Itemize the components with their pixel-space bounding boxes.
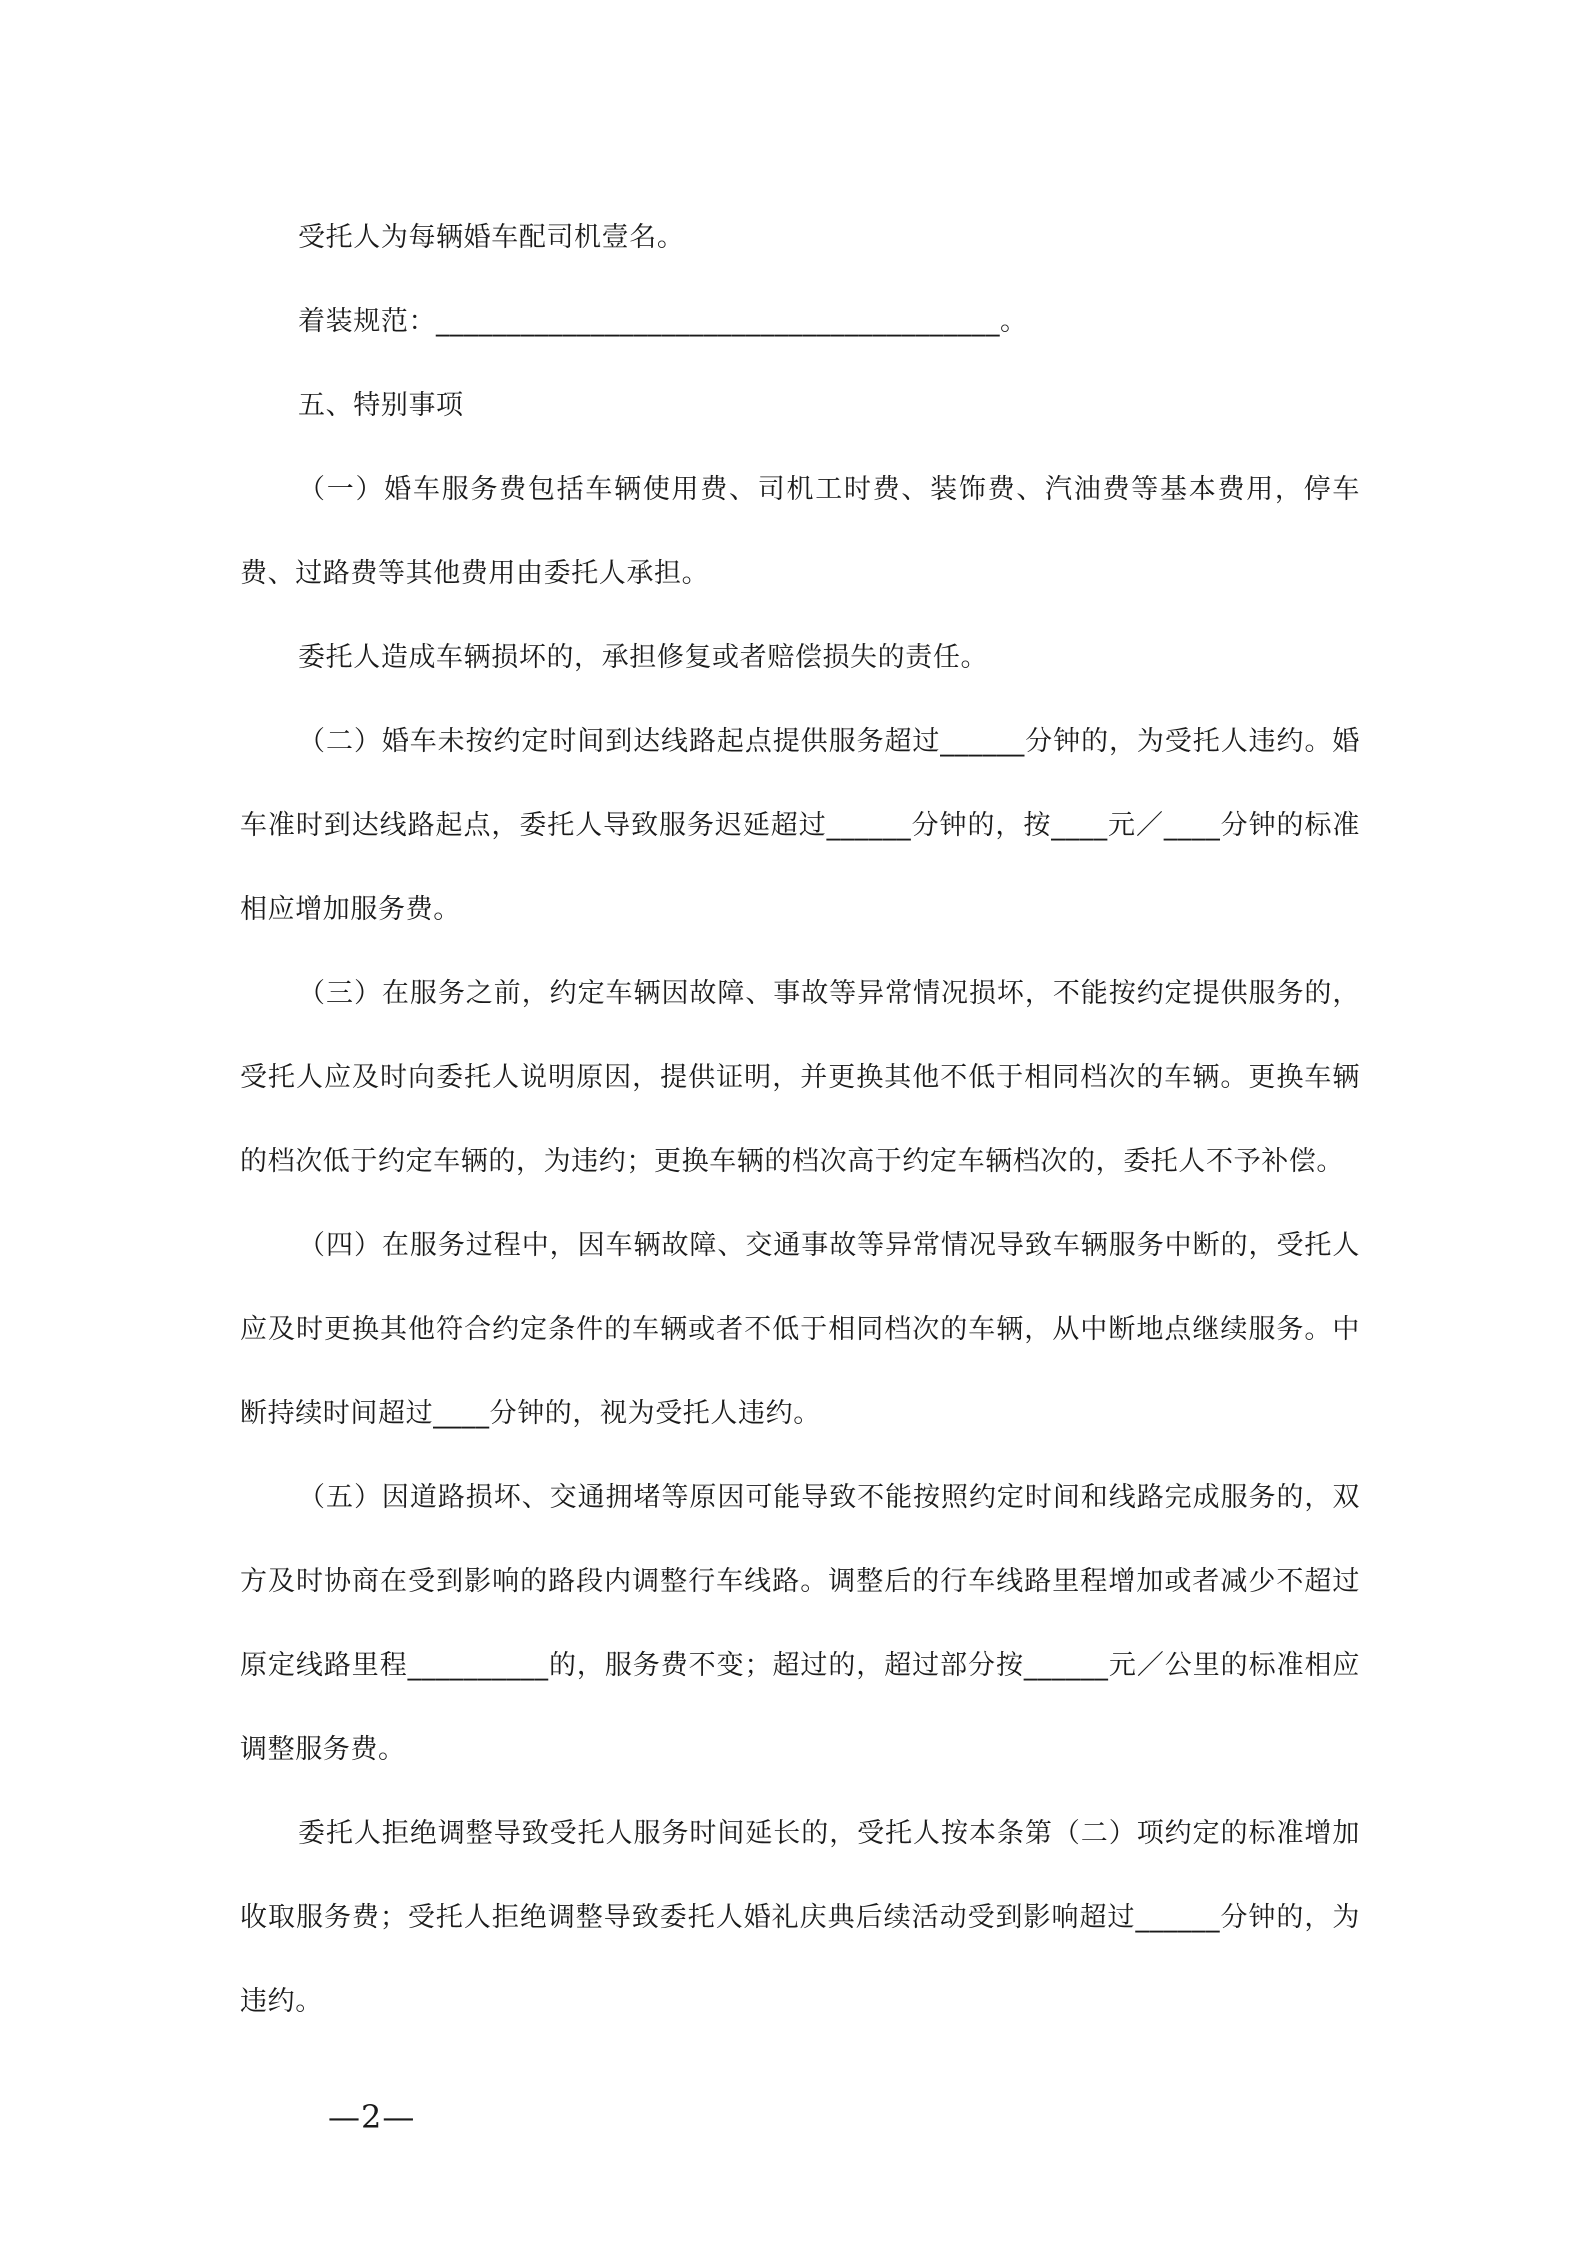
- paragraph-refusal: 委托人拒绝调整导致受托人服务时间延长的，受托人按本条第（二）项约定的标准增加收取服务费；受托人拒绝调整导致委托人婚礼庆典后续活动受到影响超过______分钟的，为违约。: [240, 1818, 1360, 2017]
- paragraph-driver: 受托人为每辆婚车配司机壹名。: [298, 222, 685, 253]
- paragraph-item-2: （二）婚车未按约定时间到达线路起点提供服务超过______分钟的，为受托人违约。婚车准时到达线路起点，委托人导致服务迟延超过______分钟的，按____元／____分钟的标准相应增加服务费。: [240, 726, 1360, 925]
- paragraph-item-3: （三）在服务之前，约定车辆因故障、事故等异常情况损坏，不能按约定提供服务的，受托人应及时向委托人说明原因，提供证明，并更换其他不低于相同档次的车辆。更换车辆的档次低于约定车辆的，为违约；更换车辆的档次高于约定车辆档次的，委托人不予补偿。: [240, 978, 1360, 1177]
- paragraph-item-1: （一）婚车服务费包括车辆使用费、司机工时费、装饰费、汽油费等基本费用，停车费、过路费等其他费用由委托人承担。: [240, 474, 1360, 589]
- paragraph-damage-liability: 委托人造成车辆损坏的，承担修复或者赔偿损失的责任。: [298, 642, 989, 673]
- paragraph-dress-code: 着装规范：________________________________________。: [298, 306, 1028, 337]
- paragraph-item-4: （四）在服务过程中，因车辆故障、交通事故等异常情况导致车辆服务中断的，受托人应及时更换其他符合约定条件的车辆或者不低于相同档次的车辆，从中断地点继续服务。中断持续时间超过____分钟的，视为受托人违约。: [240, 1230, 1360, 1429]
- section-heading-special-matters: 五、特别事项: [298, 390, 464, 421]
- document-body: [240, 196, 1360, 2044]
- paragraph-item-5: （五）因道路损坏、交通拥堵等原因可能导致不能按照约定时间和线路完成服务的，双方及时协商在受到影响的路段内调整行车线路。调整后的行车线路里程增加或者减少不超过原定线路里程__________的，服务费不变；超过的，超过部分按______元／公里的标准相应调整服务费。: [240, 1482, 1360, 1765]
- page-number: —2—: [328, 2098, 416, 2136]
